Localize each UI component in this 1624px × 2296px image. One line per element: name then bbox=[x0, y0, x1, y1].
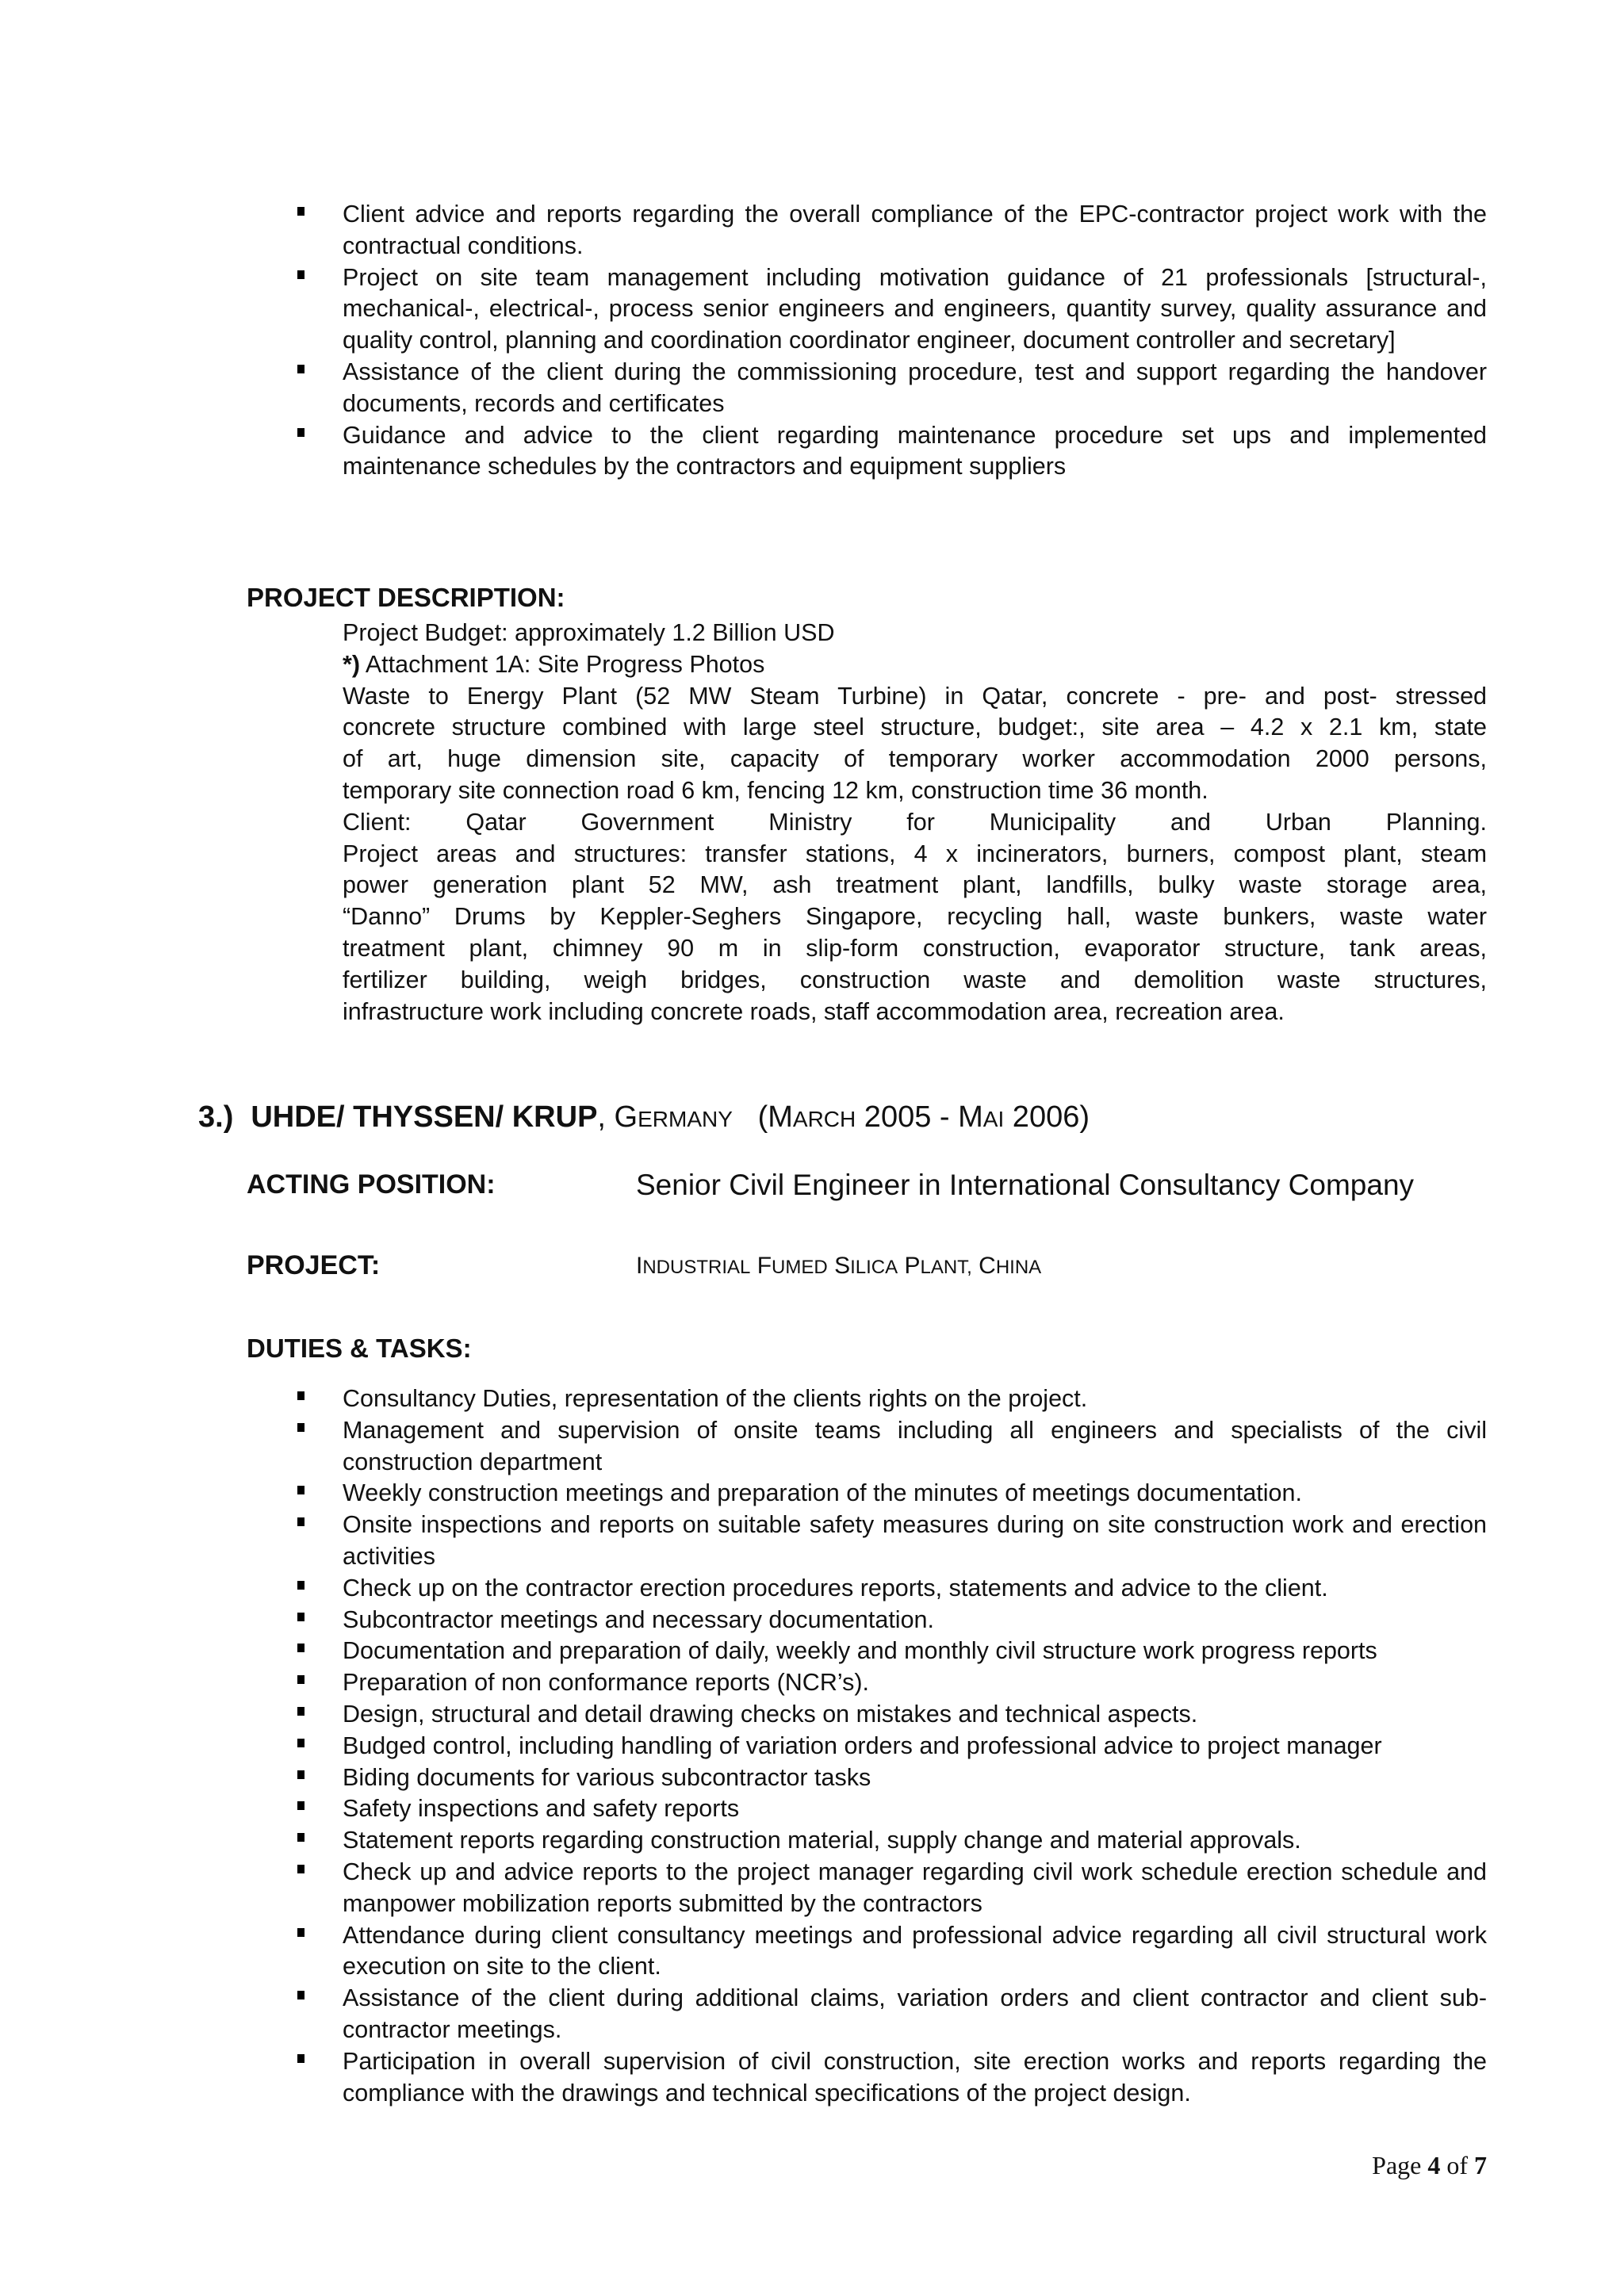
list-item: Consultancy Duties, representation of the clients rights on the project. bbox=[297, 1383, 1487, 1415]
bullet-square-icon bbox=[297, 1770, 304, 1779]
description-line: power generation plant 52 MW, ash treatment plant, landfills, bulky waste storage area, bbox=[343, 871, 1487, 899]
list-item: Assistance of the client during the commissioning procedure, test and support regarding the handover documents, records and certificates bbox=[297, 357, 1487, 420]
acting-position-label: ACTING POSITION: bbox=[247, 1169, 496, 1200]
acting-position-value: Senior Civil Engineer in International Consultancy Company bbox=[636, 1169, 1415, 1201]
bullet-square-icon bbox=[297, 1833, 304, 1842]
duties-heading: DUTIES & TASKS: bbox=[247, 1334, 472, 1363]
bullet-square-icon bbox=[297, 1928, 304, 1937]
bullet-square-icon bbox=[297, 1423, 304, 1432]
attachment-text: Attachment 1A: Site Progress Photos bbox=[360, 650, 765, 678]
project-description-heading: PROJECT DESCRIPTION: bbox=[247, 583, 565, 612]
list-item: Check up on the contractor erection procedures reports, statements and advice to the client. bbox=[297, 1573, 1487, 1605]
bullet-square-icon bbox=[297, 1391, 304, 1400]
description-line: Project areas and structures: transfer stations, 4 x incinerators, burners, compost plant, steam bbox=[343, 840, 1487, 867]
list-item: Client advice and reports regarding the overall compliance of the EPC-contractor project work with the contractual conditions. bbox=[297, 199, 1487, 262]
employment-section-heading: 3.) UHDE/ THYSSEN/ KRUP, GERMANY (MARCH 2005 - MAI 2006) bbox=[198, 1100, 1090, 1134]
bullet-square-icon bbox=[297, 365, 304, 373]
description-line: temporary site connection road 6 km, fencing 12 km, construction time 36 month. bbox=[343, 776, 1208, 804]
description-line: Client: Qatar Government Ministry for Municipality and Urban Planning. bbox=[343, 808, 1487, 836]
list-item: Project on site team management including motivation guidance of 21 professionals [structural-, mechanical-, electrical-, process senior engineers and engineers, quantity survey, quality assurance and quality control, planning and coordination coordinator engineer, document controller and secretary] bbox=[297, 262, 1487, 357]
description-line: fertilizer building, weigh bridges, construction waste and demolition waste structures, bbox=[343, 966, 1487, 993]
list-item: Biding documents for various subcontractor tasks bbox=[297, 1762, 1487, 1794]
bullet-square-icon bbox=[297, 1517, 304, 1526]
bullet-square-icon bbox=[297, 1675, 304, 1684]
bullet-square-icon bbox=[297, 1991, 304, 1999]
duties-list bbox=[297, 1383, 1487, 2109]
list-item: Participation in overall supervision of civil construction, site erection works and reports regarding the compliance with the drawings and technical specifications of the project design. bbox=[297, 2046, 1487, 2110]
list-item: Weekly construction meetings and preparation of the minutes of meetings documentation. bbox=[297, 1478, 1487, 1510]
bullet-square-icon bbox=[297, 1801, 304, 1810]
bullet-square-icon bbox=[297, 207, 304, 216]
attachment-marker: *) bbox=[343, 650, 361, 678]
bullet-square-icon bbox=[297, 1613, 304, 1621]
bullet-square-icon bbox=[297, 1739, 304, 1747]
project-label: PROJECT: bbox=[247, 1250, 381, 1280]
list-item: Check up and advice reports to the project manager regarding civil work schedule erection schedule and manpower mobilization reports submitted by the contractors bbox=[297, 1857, 1487, 1920]
description-line: Waste to Energy Plant (52 MW Steam Turbine) in Qatar, concrete - pre- and post- stressed bbox=[343, 682, 1487, 710]
list-item: Subcontractor meetings and necessary documentation. bbox=[297, 1605, 1487, 1636]
page-number: Page 4 of 7 bbox=[1372, 2151, 1487, 2179]
responsibilities-list bbox=[297, 199, 1487, 483]
section-number: 3.) bbox=[198, 1100, 234, 1134]
description-line: concrete structure combined with large steel structure, budget:, site area – 4.2 x 2.1 km, state bbox=[343, 714, 1487, 741]
list-item: Guidance and advice to the client regarding maintenance procedure set ups and implemented maintenance schedules by the contractors and equipment suppliers bbox=[297, 420, 1487, 484]
bullet-square-icon bbox=[297, 1707, 304, 1716]
attachment-line bbox=[343, 649, 1487, 681]
list-item: Design, structural and detail drawing checks on mistakes and technical aspects. bbox=[297, 1699, 1487, 1731]
company-name: UHDE/ THYSSEN/ KRUP bbox=[251, 1100, 598, 1134]
list-item: Safety inspections and safety reports bbox=[297, 1793, 1487, 1825]
bullet-square-icon bbox=[297, 428, 304, 437]
list-item: Preparation of non conformance reports (NCR’s). bbox=[297, 1667, 1487, 1699]
list-item: Assistance of the client during additional claims, variation orders and client contractor and client sub-contractor meetings. bbox=[297, 1983, 1487, 2046]
list-item: Onsite inspections and reports on suitable safety measures during on site construction work and erection activities bbox=[297, 1510, 1487, 1573]
bullet-square-icon bbox=[297, 1581, 304, 1590]
description-line: “Danno” Drums by Keppler-Seghers Singapore, recycling hall, waste bunkers, waste water bbox=[343, 903, 1487, 931]
project-value: INDUSTRIAL FUMED SILICA PLANT, CHINA bbox=[636, 1253, 1042, 1279]
bullet-square-icon bbox=[297, 1486, 304, 1494]
employment-period: (MARCH 2005 - MAI 2006) bbox=[757, 1100, 1090, 1134]
bullet-square-icon bbox=[297, 1644, 304, 1652]
project-description-body bbox=[343, 618, 1487, 1027]
list-item: Management and supervision of onsite teams including all engineers and specialists of the civil construction department bbox=[297, 1415, 1487, 1479]
description-line: infrastructure work including concrete roads, staff accommodation area, recreation area. bbox=[343, 997, 1285, 1025]
list-item: Budged control, including handling of variation orders and professional advice to project manager bbox=[297, 1731, 1487, 1762]
project-budget: Project Budget: approximately 1.2 Billion USD bbox=[343, 619, 835, 646]
bullet-square-icon bbox=[297, 2054, 304, 2063]
description-line: of art, huge dimension site, capacity of temporary worker accommodation 2000 persons, bbox=[343, 745, 1487, 773]
bullet-square-icon bbox=[297, 1865, 304, 1873]
country: GERMANY bbox=[614, 1100, 733, 1134]
description-line: treatment plant, chimney 90 m in slip-form construction, evaporator structure, tank areas, bbox=[343, 934, 1487, 962]
bullet-square-icon bbox=[297, 270, 304, 279]
list-item: Statement reports regarding construction material, supply change and material approvals. bbox=[297, 1825, 1487, 1857]
list-item: Attendance during client consultancy meetings and professional advice regarding all civil structural work execution on site to the client. bbox=[297, 1920, 1487, 1984]
list-item: Documentation and preparation of daily, weekly and monthly civil structure work progress reports bbox=[297, 1636, 1487, 1667]
